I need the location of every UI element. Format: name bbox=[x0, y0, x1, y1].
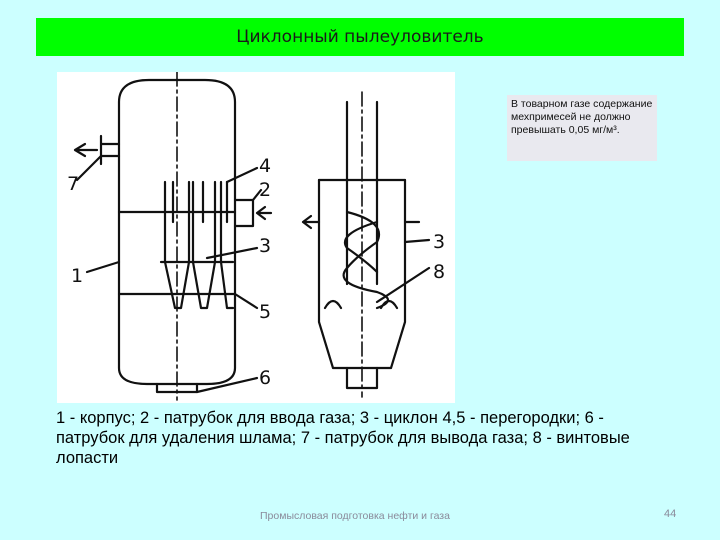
footer-text: Промысловая подготовка нефти и газа bbox=[260, 510, 450, 522]
inlet-nozzle bbox=[235, 200, 253, 226]
label-3b: 3 bbox=[433, 231, 446, 253]
label-7: 7 bbox=[67, 173, 80, 195]
gas-quality-note bbox=[507, 95, 657, 161]
figure-caption bbox=[56, 408, 666, 468]
caption-text: 1 - корпус; 2 - патрубок для ввода газа; 3 - циклон 4,5 - перегородки; 6 - патрубок для удаления шлама; 7 - патрубок для вывода газа; 8 - винтовые лопасти bbox=[56, 409, 630, 467]
leader-3b bbox=[405, 240, 429, 242]
title-bar bbox=[36, 18, 684, 56]
leader-1 bbox=[87, 262, 119, 272]
slide-title: Циклонный пылеуловитель bbox=[236, 27, 484, 47]
label-5: 5 bbox=[259, 301, 272, 323]
label-1: 1 bbox=[71, 265, 84, 287]
outlet-nozzle bbox=[101, 136, 119, 164]
label-6: 6 bbox=[259, 367, 272, 389]
label-2: 2 bbox=[259, 179, 272, 201]
leader-7 bbox=[77, 156, 101, 180]
outlet-arrow bbox=[75, 144, 97, 156]
note-text: В товарном газе содержание мехпримесей не должно превышать 0,05 мг/м³. bbox=[511, 98, 653, 136]
label-8: 8 bbox=[433, 261, 446, 283]
schematic-svg bbox=[57, 72, 455, 403]
cyclone-group bbox=[161, 182, 233, 308]
leader-5 bbox=[235, 294, 257, 308]
label-3: 3 bbox=[259, 235, 272, 257]
cyclone-dust-collector-drawing bbox=[57, 72, 455, 403]
leader-4 bbox=[227, 168, 257, 182]
flow-arrow-left bbox=[303, 216, 319, 228]
label-4: 4 bbox=[259, 155, 272, 177]
page-number: 44 bbox=[664, 508, 677, 520]
inlet-arrow bbox=[257, 207, 271, 219]
leader-8 bbox=[377, 268, 429, 302]
